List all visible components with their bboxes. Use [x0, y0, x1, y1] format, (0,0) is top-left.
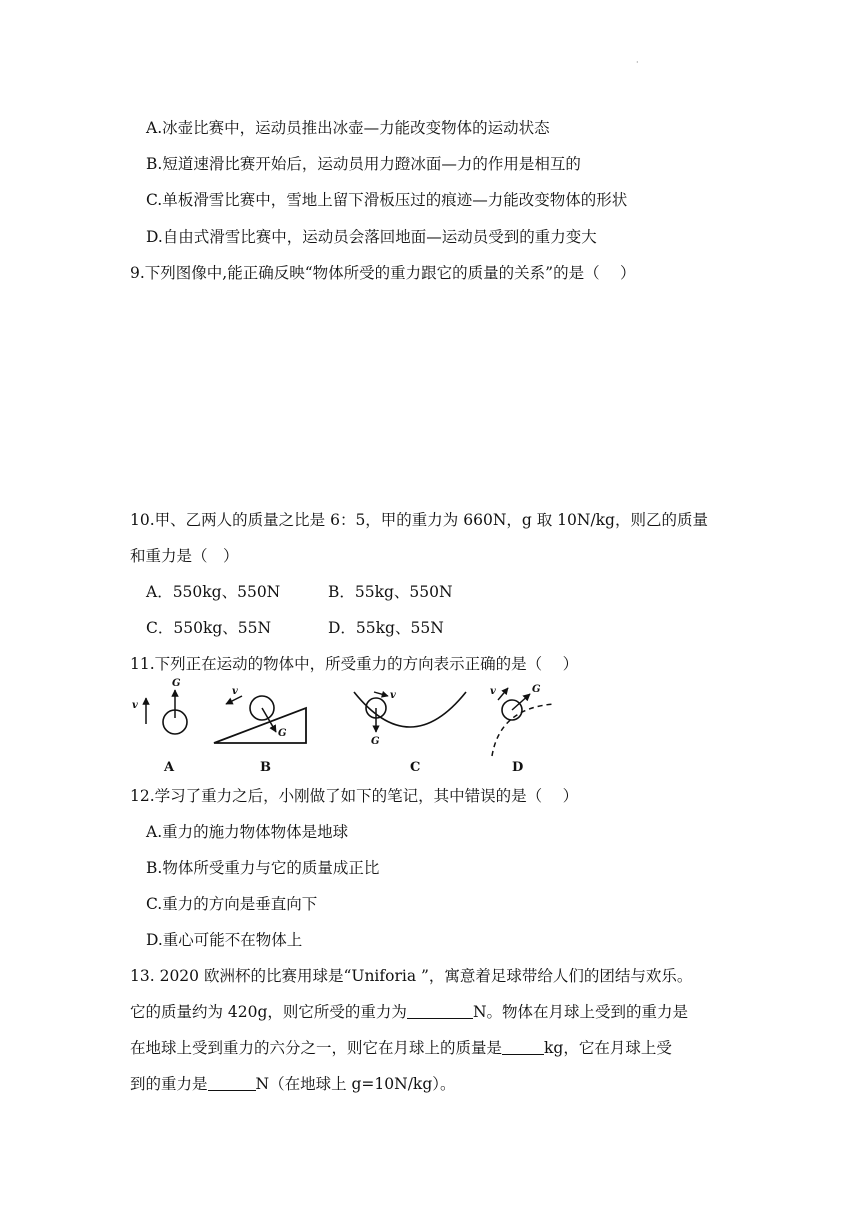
q12-option-b: B.物体所受重力与它的质量成正比 — [146, 859, 380, 877]
page-dot: · — [636, 58, 639, 67]
q9-stem: 9.下列图像中,能正确反映“物体所受的重力跟它的质量的关系”的是（ ） — [130, 264, 636, 282]
q11-a-gravity-label: G — [172, 678, 181, 689]
q10-option-d: D．55kg、55N — [328, 619, 444, 637]
q11-b-velocity-arrow — [226, 696, 242, 704]
q11-c-track — [354, 692, 466, 727]
q11-c-velocity-arrow — [374, 692, 388, 696]
q11-panel-d — [490, 684, 554, 775]
q10-stem-line1: 10.甲、乙两人的质量之比是 6：5，甲的重力为 660N，g 取 10N/kg，则乙的质量 — [130, 511, 708, 529]
q11-d-gravity-label: G — [532, 684, 541, 695]
q13-blank-mass-moon[interactable] — [502, 1039, 544, 1055]
q10-option-a: A．550kg、550N — [146, 583, 281, 601]
q11-label-a: A — [164, 760, 175, 775]
q13-line3-text-b: kg，它在月球上受 — [544, 1039, 672, 1057]
q12-option-a: A.重力的施力物体物体是地球 — [146, 823, 349, 841]
q13-line2-text-a: 它的质量约为 420g，则它所受的重力为 — [130, 1003, 407, 1021]
q11-label-d: D — [512, 760, 524, 775]
q12-option-d: D.重心可能不在物体上 — [146, 931, 303, 949]
q8-option-c: C.单板滑雪比赛中，雪地上留下滑板压过的痕迹—力能改变物体的形状 — [146, 191, 628, 209]
q10-stem-line2: 和重力是（ ） — [130, 547, 239, 565]
q13-line1: 13. 2020 欧洲杯的比赛用球是“Uniforia ”，寓意着足球带给人们的团结与欢乐。 — [130, 967, 693, 985]
q8-option-a: A.冰壶比赛中，运动员推出冰壶—力能改变物体的运动状态 — [146, 119, 550, 137]
q11-label-c: C — [410, 760, 421, 775]
q12-option-c: C.重力的方向是垂直向下 — [146, 895, 318, 913]
q8-option-d: D.自由式滑雪比赛中，运动员会落回地面—运动员受到的重力变大 — [146, 228, 597, 246]
q11-c-velocity-label: v — [390, 690, 396, 701]
q12-stem: 12.学习了重力之后，小刚做了如下的笔记，其中错误的是（ ） — [130, 787, 579, 805]
q11-figure — [128, 672, 568, 780]
q11-stem: 11.下列正在运动的物体中，所受重力的方向表示正确的是（ ） — [130, 655, 579, 673]
q13-line2 — [130, 1002, 688, 1022]
q13-line2-text-b: N。物体在月球上受到的重力是 — [472, 1003, 689, 1021]
q13-line4-text-b: N（在地球上 g=10N/kg）。 — [255, 1075, 456, 1093]
q11-b-incline — [214, 708, 306, 743]
q11-c-gravity-label: G — [371, 736, 380, 747]
q8-option-b: B.短道速滑比赛开始后，运动员用力蹬冰面—力的作用是相互的 — [146, 155, 581, 173]
q11-b-velocity-label: v — [232, 686, 238, 697]
q11-d-velocity-arrow — [498, 688, 508, 700]
q13-line4 — [130, 1074, 456, 1094]
q11-panel-c — [354, 690, 466, 775]
q11-d-velocity-label: v — [490, 686, 496, 697]
q13-line3 — [130, 1038, 672, 1058]
q13-blank-gravity-earth[interactable] — [407, 1003, 473, 1019]
q11-label-b: B — [260, 760, 271, 775]
q11-b-gravity-label: G — [278, 728, 287, 739]
q9-graph-area — [130, 292, 730, 482]
q13-line4-text-a: 到的重力是 — [130, 1075, 208, 1093]
q13-blank-gravity-moon[interactable] — [208, 1075, 256, 1091]
q11-d-path — [492, 704, 554, 756]
q13-line3-text-a: 在地球上受到重力的六分之一，则它在月球上的质量是 — [130, 1039, 503, 1057]
q11-a-velocity-label: v — [132, 700, 138, 711]
q11-panel-a — [132, 678, 187, 775]
q10-option-c: C．550kg、55N — [146, 619, 272, 637]
q11-panel-b — [214, 686, 306, 775]
q10-option-b: B．55kg、550N — [328, 583, 453, 601]
